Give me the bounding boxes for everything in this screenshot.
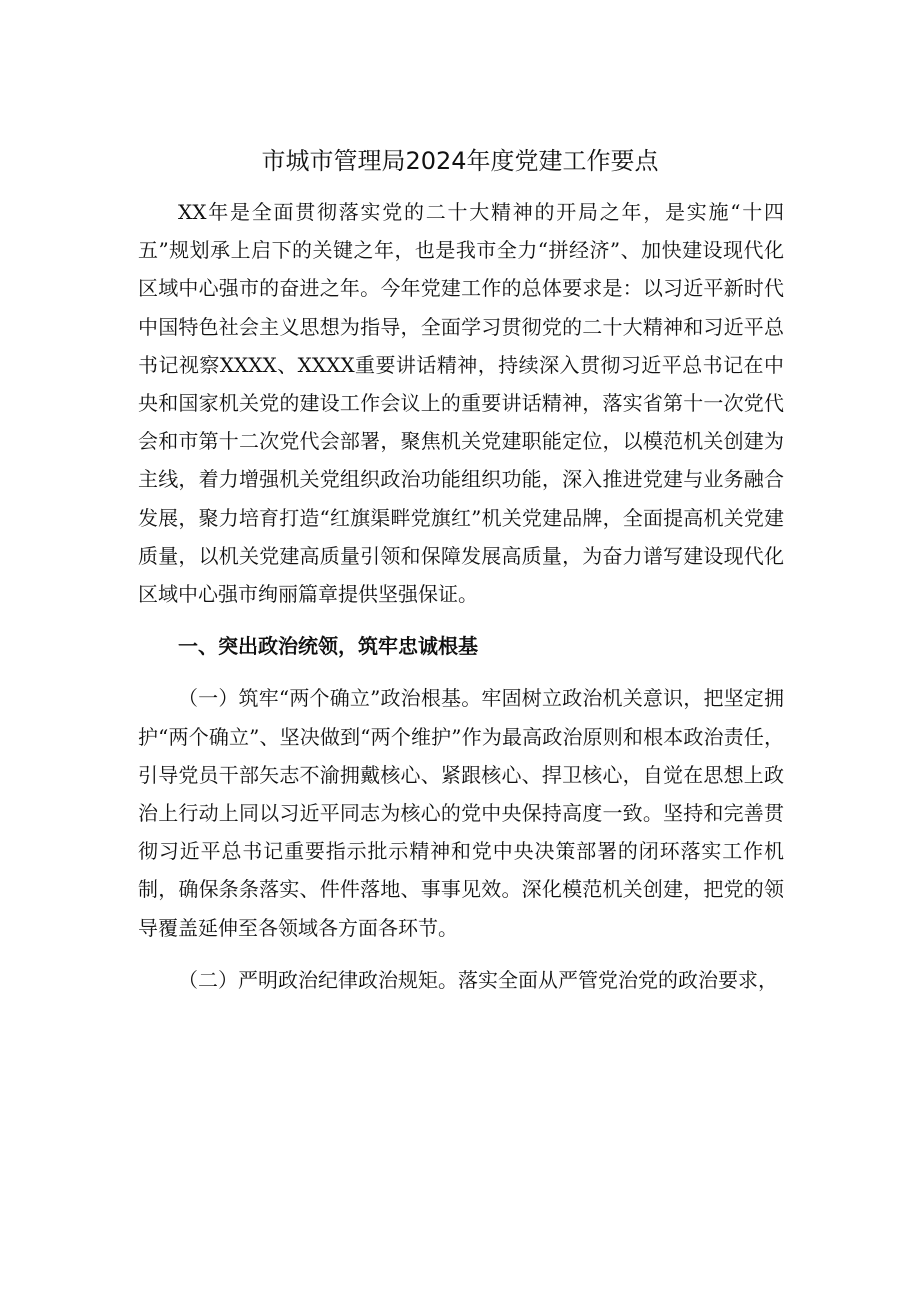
intro-paragraph: XX年是全面贯彻落实党的二十大精神的开局之年，是实施“十四五”规划承上启下的关键之年，也是我市全力“拼经济”、加快建设现代化区域中心强市的奋进之年。今年党建工作的总体要求是：以习近平新时代中国特色社会主义思想为指导，全面学习贯彻党的二十大精神和习近平总书记视察XXXX、XXXX重要讲话精神，持续深入贯彻习近平总书记在中央和国家机关党的建设工作会议上的重要讲话精神，落实省第十一次党代会和市第十二次党代会部署，聚焦机关党建职能定位，以模范机关创建为主线，着力增强机关党组织政治功能组织功能，深入推进党建与业务融合发展，聚力培育打造“红旗渠畔党旗红”机关党建品牌，全面提高机关党建质量，以机关党建高质量引领和保障发展高质量，为奋力谱写建设现代化区域中心强市绚丽篇章提供坚强保证。 (138, 200, 784, 607)
section-heading: 一、突出政治统领，筑牢忠诚根基 (178, 634, 478, 659)
section-paragraph-1: （一）筑牢“两个确立”政治根基。牢固树立政治机关意识，把坚定拥护“两个确立”、坚决做到“两个维护”作为最高政治原则和根本政治责任，引导党员干部矢志不渝拥戴核心、紧跟核心、捍卫核心，自觉在思想上政治上行动上同以习近平同志为核心的党中央保持高度一致。坚持和完善贯彻习近平总书记重要指示批示精神和党中央决策部署的闭环落实工作机制，确保条条落实、件件落地、事事见效。深化模范机关创建，把党的领导覆盖延伸至各领域各方面各环节。 (138, 686, 784, 940)
document-body (138, 193, 784, 999)
section-paragraph-2: （二）严明政治纪律政治规矩。落实全面从严管党治党的政治要求， (178, 967, 778, 992)
document-title: 市城市管理局2024年度党建工作要点 (261, 147, 659, 175)
